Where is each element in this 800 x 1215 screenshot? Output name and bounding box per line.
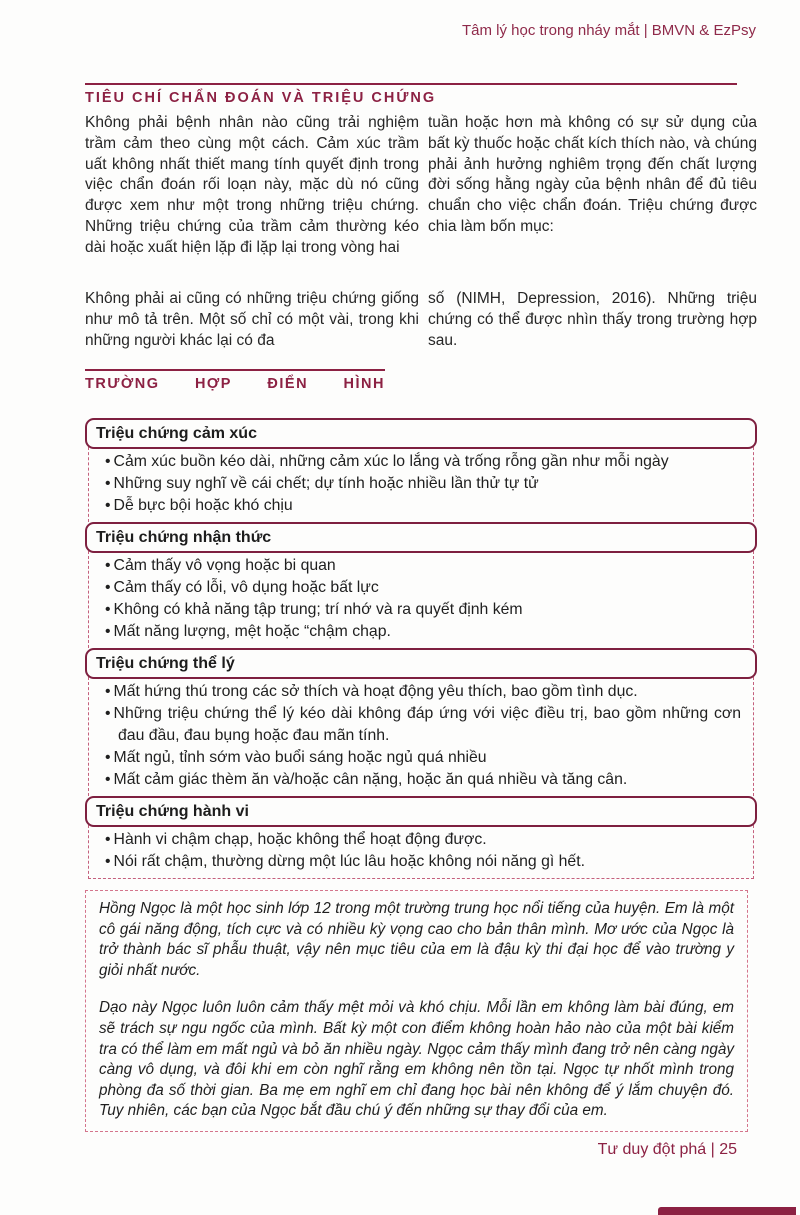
case-heading (85, 376, 385, 392)
case-heading-word: HÌNH (343, 376, 385, 392)
symptom-item: • Mất hứng thú trong các sở thích và hoạt động yêu thích, bao gồm tình dục. (105, 681, 741, 703)
paragraph-2-left-column: Không phải ai cũng có những triệu chứng giống như mô tả trên. Một số chỉ có một vài, trong khi những người khác lại có đa (85, 290, 419, 349)
symptom-section-items-behavioral (88, 825, 754, 879)
section-divider-rule (85, 83, 737, 85)
diagnosis-paragraph-2 (85, 289, 757, 351)
symptom-item: • Không có khả năng tập trung; trí nhớ và ra quyết định kém (105, 599, 741, 621)
paragraph-1-left-column: Không phải bệnh nhân nào cũng trải nghiệm trầm cảm theo cùng một cách. Cảm xúc trầm uất không nhất thiết mang tính quyết định trong việc chẩn đoán rối loạn này, mặc dù nó cũng được xem như một trong những triệu chứng. Những triệu chứng của trầm cảm thường kéo dài hoặc xuất hiện lặp đi lặp lại trong vòng hai (85, 114, 419, 256)
symptom-item: • Mất ngủ, tỉnh sớm vào buổi sáng hoặc ngủ quá nhiều (105, 747, 741, 769)
symptom-item: • Nói rất chậm, thường dừng một lúc lâu hoặc không nói năng gì hết. (105, 851, 741, 873)
symptom-section-header-behavioral: Triệu chứng hành vi (85, 796, 757, 827)
symptom-item: • Mất cảm giác thèm ăn và/hoặc cân nặng, hoặc ăn quá nhiều và tăng cân. (105, 769, 741, 791)
paragraph-1-right-column: tuần hoặc hơn mà không có sự sử dụng của bất kỳ thuốc hoặc chất kích thích nào, và chúng phải ảnh hưởng nghiêm trọng đến chất lượng đời sống hằng ngày của bệnh nhân để đủ tiêu chuẩn cho việc chẩn đoán. Triệu chứng được chia làm bốn mục: (428, 114, 757, 235)
case-study-paragraph-2: Dạo này Ngọc luôn luôn cảm thấy mệt mỏi và khó chịu. Mỗi lần em không làm bài đúng, em sẽ trách sự ngu ngốc của mình. Bất kỳ một con điểm không hoàn hảo nào của một bài kiểm tra có thể làm em mất ngủ và bỏ ăn nhiều ngày. Ngọc cảm thấy mình đang trở nên càng ngày càng vô dụng, và đôi khi em còn nghĩ rằng em không nên tồn tại. Ngọc tự nhốt mình trong phòng đa số thời gian. Ba mẹ em nghĩ em chỉ đang học bài nên không để ý lắm chuyện đó. Tuy nhiên, các bạn của Ngọc bắt đầu chú ý đến những sự thay đổi của em. (99, 999, 734, 1120)
symptom-item: • Cảm thấy vô vọng hoặc bi quan (105, 555, 741, 577)
symptom-table (85, 418, 757, 879)
symptom-section-items-cognitive (88, 551, 754, 648)
symptom-section-items-physical (88, 677, 754, 796)
symptom-item: • Mất năng lượng, mệt hoặc “chậm chạp. (105, 621, 741, 643)
running-header: Tâm lý học trong nháy mắt | BMVN & EzPsy (462, 22, 756, 39)
diagnosis-section-title: TIÊU CHÍ CHẨN ĐOÁN VÀ TRIỆU CHỨNG (85, 90, 437, 106)
symptom-section-header-emotional: Triệu chứng cảm xúc (85, 418, 757, 449)
symptom-item: • Dễ bực bội hoặc khó chịu (105, 495, 741, 517)
page-footer: Tư duy đột phá | 25 (597, 1141, 737, 1158)
symptom-item: • Hành vi chậm chạp, hoặc không thể hoạt động được. (105, 829, 741, 851)
paragraph-2-right-column: số (NIMH, Depression, 2016). Những triệu chứng có thể được nhìn thấy trong trường hợp sau. (428, 290, 757, 349)
case-study-box (85, 890, 748, 1132)
symptom-item: • Những triệu chứng thể lý kéo dài không đáp ứng với việc điều trị, bao gồm những cơn đau đầu, đau bụng hoặc đau mãn tính. (105, 703, 741, 747)
case-heading-word: HỢP (194, 376, 232, 392)
diagnosis-paragraph-1 (85, 113, 757, 259)
case-heading-word: TRƯỜNG (85, 376, 160, 392)
symptom-section-items-emotional (88, 447, 754, 522)
scan-edge-artifact (658, 1207, 796, 1215)
case-heading-rule (85, 369, 385, 371)
symptom-section-header-cognitive: Triệu chứng nhận thức (85, 522, 757, 553)
symptom-item: • Những suy nghĩ về cái chết; dự tính hoặc nhiều lần thử tự tử (105, 473, 741, 495)
symptom-section-header-physical: Triệu chứng thể lý (85, 648, 757, 679)
symptom-item: • Cảm xúc buồn kéo dài, những cảm xúc lo lắng và trống rỗng gần như mỗi ngày (105, 451, 741, 473)
symptom-item: • Cảm thấy có lỗi, vô dụng hoặc bất lực (105, 577, 741, 599)
case-heading-word: ĐIỂN (267, 376, 309, 392)
case-study-paragraph-1: Hồng Ngọc là một học sinh lớp 12 trong một trường trung học nổi tiếng của huyện. Em là một cô gái năng động, tích cực và có nhiều kỳ vọng cao cho bản thân mình. Mơ ước của Ngọc là trở thành bác sĩ phẫu thuật, vậy nên mục tiêu của em là đậu kỳ thi đại học để vào trường y giỏi nhất nước. (99, 900, 734, 979)
